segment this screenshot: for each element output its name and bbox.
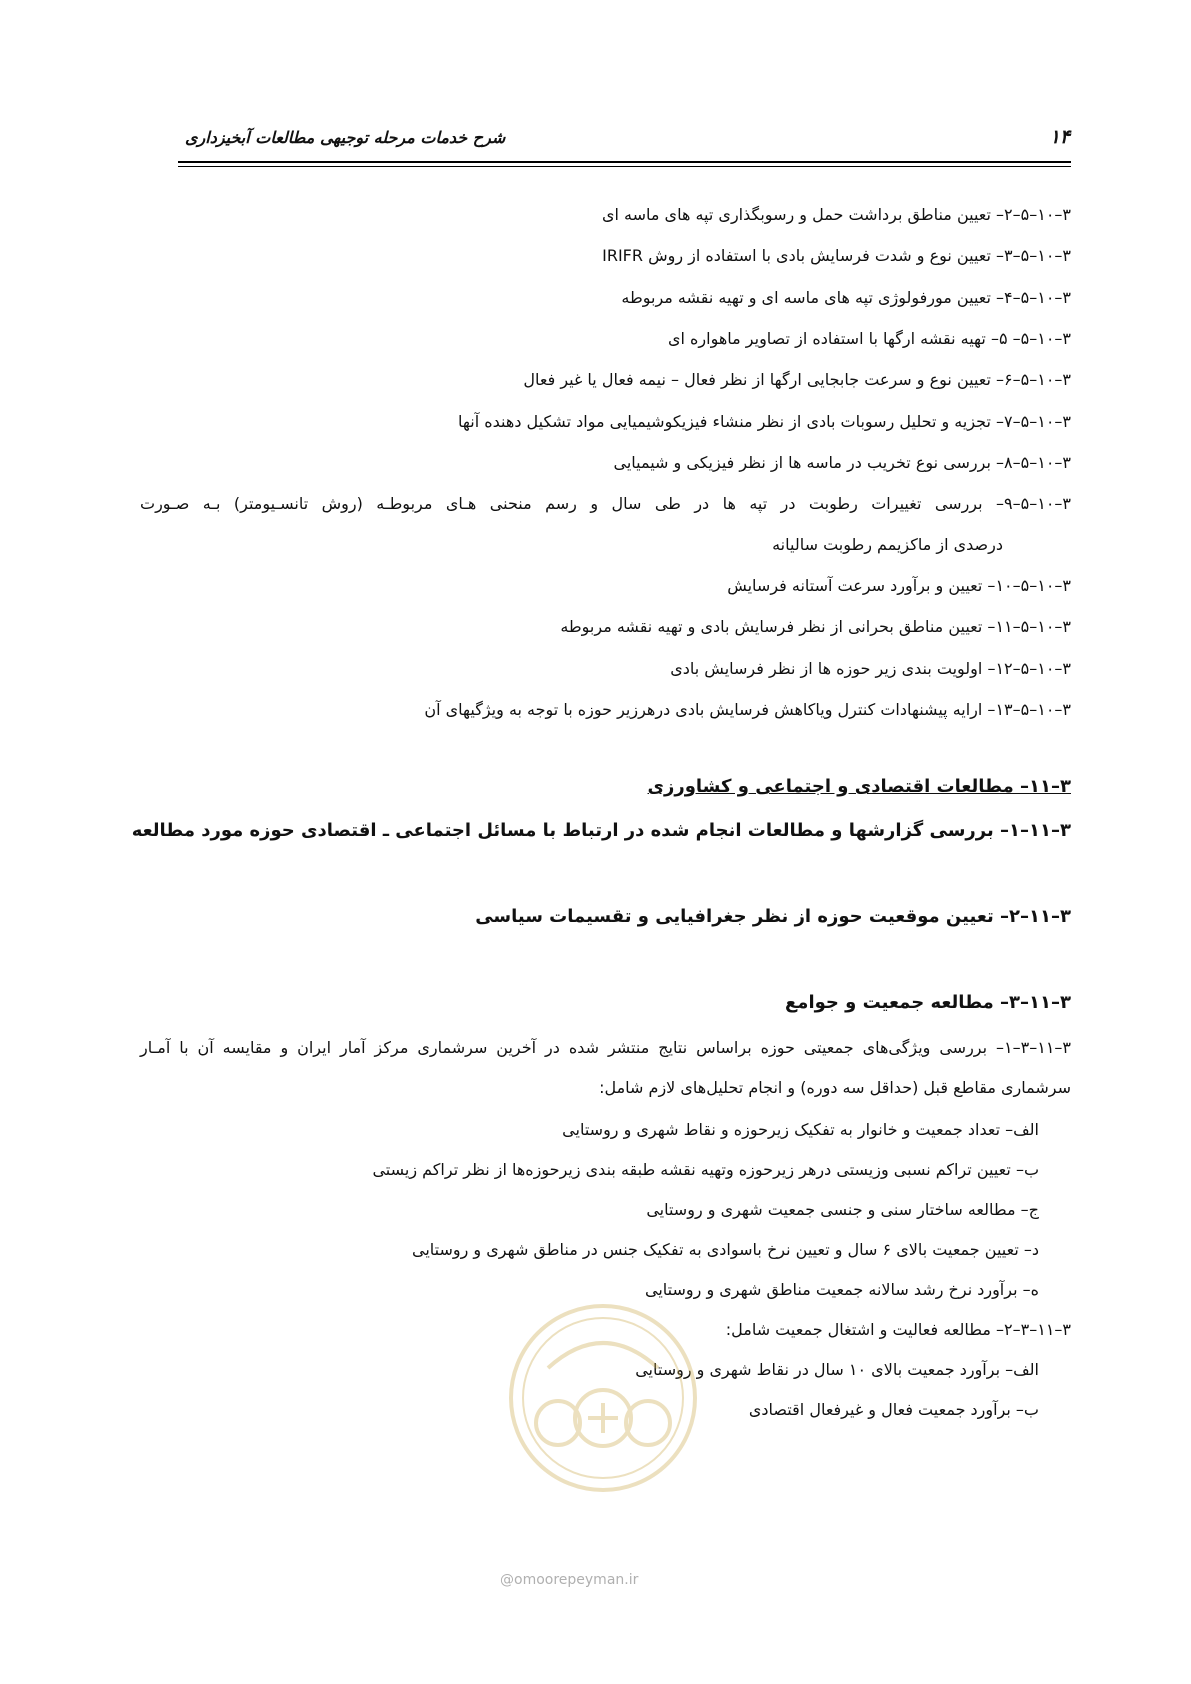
wind-item: ۳–۱۰–۵–۳– تعیین نوع و شدت فرسایش بادی با استفاده از روش IRIFR xyxy=(602,246,1071,265)
wind-item: ۳–۱۰–۵–۱۲– اولویت بندی زیر حوزه ها از نظر فرسایش بادی xyxy=(670,659,1071,678)
paragraph-line: ۳–۱۱–۳–۱– بررسی ویژگی‌های جمعیتی حوزه براساس نتایج منتشر شده در آخرین سرشماری مرکز آمار ایران و مقایسه آن با آمـار xyxy=(140,1038,1071,1057)
wind-item: ۳–۱۰–۵–۴– تعیین مورفولوژی تپه های ماسه ای و تهیه نقشه مربوطه xyxy=(621,288,1071,307)
section-heading: ۳–۱۱– مطالعات اقتصادی و اجتماعی و کشاورزی xyxy=(647,776,1071,797)
list-item: ب– تعیین تراکم نسبی وزیستی درهر زیرحوزه وتهیه نقشه طبقه بندی زیرحوزه‌ها از نظر تراکم زیستی xyxy=(372,1160,1039,1179)
header-rule-thick xyxy=(178,161,1071,163)
wind-item: ۳–۱۰–۵–۷– تجزیه و تحلیل رسوبات بادی از نظر منشاء فیزیکوشیمیایی مواد تشکیل دهنده آنها xyxy=(458,412,1071,431)
paragraph-line: سرشماری مقاطع قبل (حداقل سه دوره) و انجام تحلیل‌های لازم شامل: xyxy=(599,1078,1071,1097)
subsection-heading: ۳–۱۱–۳– مطالعه جمعیت و جوامع xyxy=(785,992,1071,1013)
wind-item: ۳–۱۰–۵–۱۰– تعیین و برآورد سرعت آستانه فرسایش xyxy=(727,576,1071,595)
seal-stamp-icon xyxy=(488,1298,718,1498)
list-item: الف– تعداد جمعیت و خانوار به تفکیک زیرحوزه و نقاط شهری و روستایی xyxy=(562,1120,1039,1139)
paragraph-line: ۳–۱۱–۳–۲– مطالعه فعالیت و اشتغال جمعیت شامل: xyxy=(725,1320,1071,1339)
list-item: الف– برآورد جمعیت بالای ۱۰ سال در نقاط شهری و روستایی xyxy=(635,1360,1039,1379)
wind-item: ۳–۱۰–۵–۲– تعیین مناطق برداشت حمل و رسوبگذاری تپه های ماسه ای xyxy=(601,205,1071,224)
header-rule-thin xyxy=(178,166,1071,167)
wind-item: ۳–۱۰–۵–۸– بررسی نوع تخریب در ماسه ها از نظر فیزیکی و شیمیایی xyxy=(613,453,1071,472)
wind-item: ۳–۱۰–۵– ۵– تهیه نقشه ارگها با استفاده از تصاویر ماهواره ای xyxy=(667,329,1071,348)
list-item: ه– برآورد نرخ رشد سالانه جمعیت مناطق شهری و روستایی xyxy=(645,1280,1039,1299)
wind-item-9-line2: درصدی از ماکزیمم رطوبت سالیانه xyxy=(772,535,1003,554)
subsection-heading: ۳–۱۱–۱– بررسی گزارشها و مطالعات انجام شده در ارتباط با مسائل اجتماعی ـ اقتصادی حوزه مورد مطالعه xyxy=(131,820,1071,841)
page-number: ۱۴ xyxy=(1049,126,1070,148)
running-header-title: شرح خدمات مرحله توجیهی مطالعات آبخیزداری xyxy=(185,128,506,147)
wind-item-9-line1: ۳–۱۰–۵–۹– بررسی تغییرات رطوبت در تپه ها در طی سال و رسم منحنی هـای مربوطـه (روش تانسـیومتر) بـه صـورت xyxy=(140,494,1071,513)
watermark-text: @omoorepeyman.ir xyxy=(500,1572,639,1588)
list-item: ج– مطالعه ساختار سنی و جنسی جمعیت شهری و روستایی xyxy=(646,1200,1039,1219)
wind-item: ۳–۱۰–۵–۱۱– تعیین مناطق بحرانی از نظر فرسایش بادی و تهیه نقشه مربوطه xyxy=(560,617,1071,636)
wind-item: ۳–۱۰–۵–۱۳– ارایه پیشنهادات کنترل وياکاهش فرسایش بادی درهرزیر حوزه با توجه به ویژگیهای آن xyxy=(424,700,1071,719)
list-item: ب– برآورد جمعیت فعال و غیرفعال اقتصادی xyxy=(748,1400,1039,1419)
list-item: د– تعیین جمعیت بالای ۶ سال و تعیین نرخ باسوادی به تفکیک جنس در مناطق شهری و روستایی xyxy=(411,1240,1039,1259)
wind-item: ۳–۱۰–۵–۶– تعیین نوع و سرعت جابجایی ارگها از نظر فعال – نیمه فعال یا غیر فعال xyxy=(523,370,1071,389)
subsection-heading: ۳–۱۱–۲– تعیین موقعیت حوزه از نظر جغرافیایی و تقسیمات سیاسی xyxy=(475,906,1071,927)
